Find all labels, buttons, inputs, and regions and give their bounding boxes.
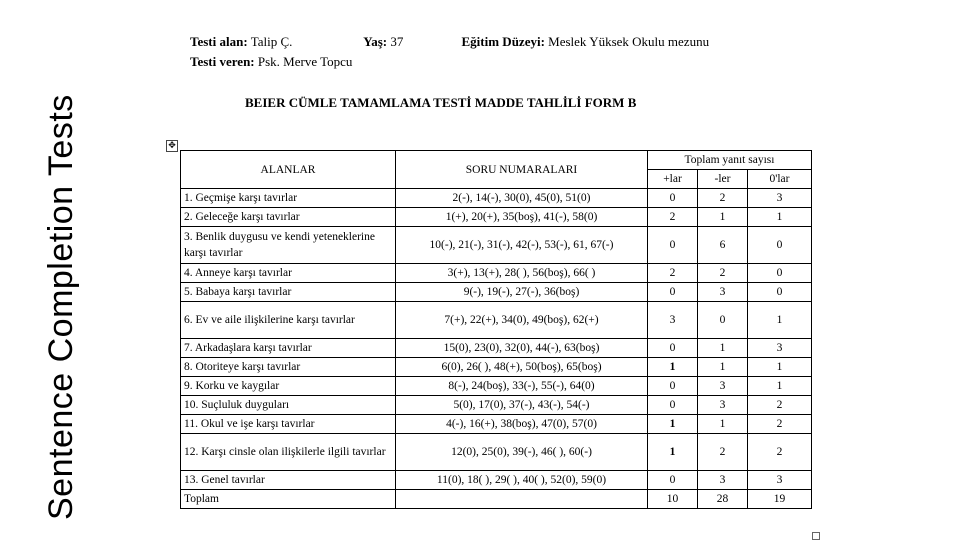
questions-cell: 8(-), 24(boş), 33(-), 55(-), 64(0) bbox=[396, 377, 648, 396]
zero-count: 1 bbox=[748, 208, 812, 227]
zero-count: 1 bbox=[748, 358, 812, 377]
header-row-1 bbox=[190, 34, 709, 54]
table-row bbox=[181, 264, 812, 283]
zero-count: 3 bbox=[748, 471, 812, 490]
minus-count: 2 bbox=[698, 434, 748, 471]
zero-count: 2 bbox=[748, 434, 812, 471]
slide-title: Sentence Completion Tests bbox=[42, 94, 80, 520]
table-row bbox=[181, 283, 812, 302]
total-questions-empty bbox=[396, 490, 648, 509]
test-taker-name: Talip Ç. bbox=[250, 34, 293, 49]
questions-cell: 7(+), 22(+), 34(0), 49(boş), 62(+) bbox=[396, 302, 648, 339]
table-row bbox=[181, 434, 812, 471]
questions-cell: 3(+), 13(+), 28( ), 56(boş), 66( ) bbox=[396, 264, 648, 283]
plus-count: 3 bbox=[648, 302, 698, 339]
total-minus: 28 bbox=[698, 490, 748, 509]
age-label: Yaş: bbox=[363, 34, 388, 49]
education-label: Eğitim Düzeyi: bbox=[461, 34, 545, 49]
table-row bbox=[181, 189, 812, 208]
area-cell: 5. Babaya karşı tavırlar bbox=[181, 283, 396, 302]
minus-count: 3 bbox=[698, 377, 748, 396]
table-row bbox=[181, 396, 812, 415]
table-row bbox=[181, 358, 812, 377]
total-zero: 19 bbox=[748, 490, 812, 509]
total-plus: 10 bbox=[648, 490, 698, 509]
total-label: Toplam bbox=[181, 490, 396, 509]
table-row bbox=[181, 377, 812, 396]
header-row-2 bbox=[190, 54, 709, 74]
area-cell: 3. Benlik duygusu ve kendi yeteneklerine karşı tavırlar bbox=[181, 227, 396, 264]
administrator-label: Testi veren: bbox=[190, 54, 255, 69]
area-cell: 7. Arkadaşlara karşı tavırlar bbox=[181, 339, 396, 358]
header-zero: 0'lar bbox=[748, 170, 812, 189]
plus-count: 1 bbox=[648, 434, 698, 471]
administrator-name: Psk. Merve Topcu bbox=[257, 54, 353, 69]
table-move-icon[interactable]: ✥ bbox=[166, 140, 178, 152]
test-header bbox=[190, 34, 709, 74]
test-taker-label: Testi alan: bbox=[190, 34, 248, 49]
minus-count: 6 bbox=[698, 227, 748, 264]
area-cell: 1. Geçmişe karşı tavırlar bbox=[181, 189, 396, 208]
plus-count: 2 bbox=[648, 208, 698, 227]
minus-count: 2 bbox=[698, 264, 748, 283]
form-title: BEIER CÜMLE TAMAMLAMA TESTİ MADDE TAHLİLİ FORM B bbox=[245, 95, 637, 110]
plus-count: 0 bbox=[648, 377, 698, 396]
zero-count: 0 bbox=[748, 283, 812, 302]
area-cell: 12. Karşı cinsle olan ilişkilerle ilgili tavırlar bbox=[181, 434, 396, 471]
zero-count: 2 bbox=[748, 415, 812, 434]
minus-count: 1 bbox=[698, 415, 748, 434]
area-cell: 2. Geleceğe karşı tavırlar bbox=[181, 208, 396, 227]
education-value: Meslek Yüksek Okulu mezunu bbox=[548, 34, 710, 49]
minus-count: 0 bbox=[698, 302, 748, 339]
questions-cell: 11(0), 18( ), 29( ), 40( ), 52(0), 59(0) bbox=[396, 471, 648, 490]
questions-cell: 12(0), 25(0), 39(-), 46( ), 60(-) bbox=[396, 434, 648, 471]
header-total: Toplam yanıt sayısı bbox=[648, 151, 812, 170]
table-row bbox=[181, 339, 812, 358]
area-cell: 10. Suçluluk duyguları bbox=[181, 396, 396, 415]
questions-cell: 2(-), 14(-), 30(0), 45(0), 51(0) bbox=[396, 189, 648, 208]
area-cell: 11. Okul ve işe karşı tavırlar bbox=[181, 415, 396, 434]
questions-cell: 5(0), 17(0), 37(-), 43(-), 54(-) bbox=[396, 396, 648, 415]
area-cell: 6. Ev ve aile ilişkilerine karşı tavırlar bbox=[181, 302, 396, 339]
table-row bbox=[181, 471, 812, 490]
zero-count: 2 bbox=[748, 396, 812, 415]
area-cell: 9. Korku ve kaygılar bbox=[181, 377, 396, 396]
area-cell: 8. Otoriteye karşı tavırlar bbox=[181, 358, 396, 377]
plus-count: 1 bbox=[648, 358, 698, 377]
minus-count: 3 bbox=[698, 396, 748, 415]
plus-count: 0 bbox=[648, 339, 698, 358]
header-plus: +lar bbox=[648, 170, 698, 189]
plus-count: 0 bbox=[648, 283, 698, 302]
header-questions: SORU NUMARALARI bbox=[396, 151, 648, 189]
zero-count: 3 bbox=[748, 339, 812, 358]
zero-count: 0 bbox=[748, 264, 812, 283]
table-row bbox=[181, 208, 812, 227]
analysis-table bbox=[180, 150, 812, 509]
table-header-row bbox=[181, 151, 812, 170]
questions-cell: 9(-), 19(-), 27(-), 36(boş) bbox=[396, 283, 648, 302]
plus-count: 0 bbox=[648, 227, 698, 264]
minus-count: 1 bbox=[698, 339, 748, 358]
plus-count: 0 bbox=[648, 396, 698, 415]
table-row bbox=[181, 227, 812, 264]
minus-count: 3 bbox=[698, 471, 748, 490]
table-row bbox=[181, 415, 812, 434]
minus-count: 1 bbox=[698, 208, 748, 227]
header-area: ALANLAR bbox=[181, 151, 396, 189]
zero-count: 1 bbox=[748, 302, 812, 339]
questions-cell: 4(-), 16(+), 38(boş), 47(0), 57(0) bbox=[396, 415, 648, 434]
questions-cell: 10(-), 21(-), 31(-), 42(-), 53(-), 61, 67(-) bbox=[396, 227, 648, 264]
table-row bbox=[181, 302, 812, 339]
plus-count: 0 bbox=[648, 189, 698, 208]
minus-count: 1 bbox=[698, 358, 748, 377]
zero-count: 1 bbox=[748, 377, 812, 396]
plus-count: 1 bbox=[648, 415, 698, 434]
plus-count: 2 bbox=[648, 264, 698, 283]
questions-cell: 6(0), 26( ), 48(+), 50(boş), 65(boş) bbox=[396, 358, 648, 377]
minus-count: 3 bbox=[698, 283, 748, 302]
age-value: 37 bbox=[390, 34, 404, 49]
minus-count: 2 bbox=[698, 189, 748, 208]
questions-cell: 15(0), 23(0), 32(0), 44(-), 63(boş) bbox=[396, 339, 648, 358]
plus-count: 0 bbox=[648, 471, 698, 490]
zero-count: 0 bbox=[748, 227, 812, 264]
table-resize-handle[interactable] bbox=[812, 532, 820, 540]
total-row bbox=[181, 490, 812, 509]
header-minus: -ler bbox=[698, 170, 748, 189]
area-cell: 4. Anneye karşı tavırlar bbox=[181, 264, 396, 283]
questions-cell: 1(+), 20(+), 35(boş), 41(-), 58(0) bbox=[396, 208, 648, 227]
zero-count: 3 bbox=[748, 189, 812, 208]
area-cell: 13. Genel tavırlar bbox=[181, 471, 396, 490]
